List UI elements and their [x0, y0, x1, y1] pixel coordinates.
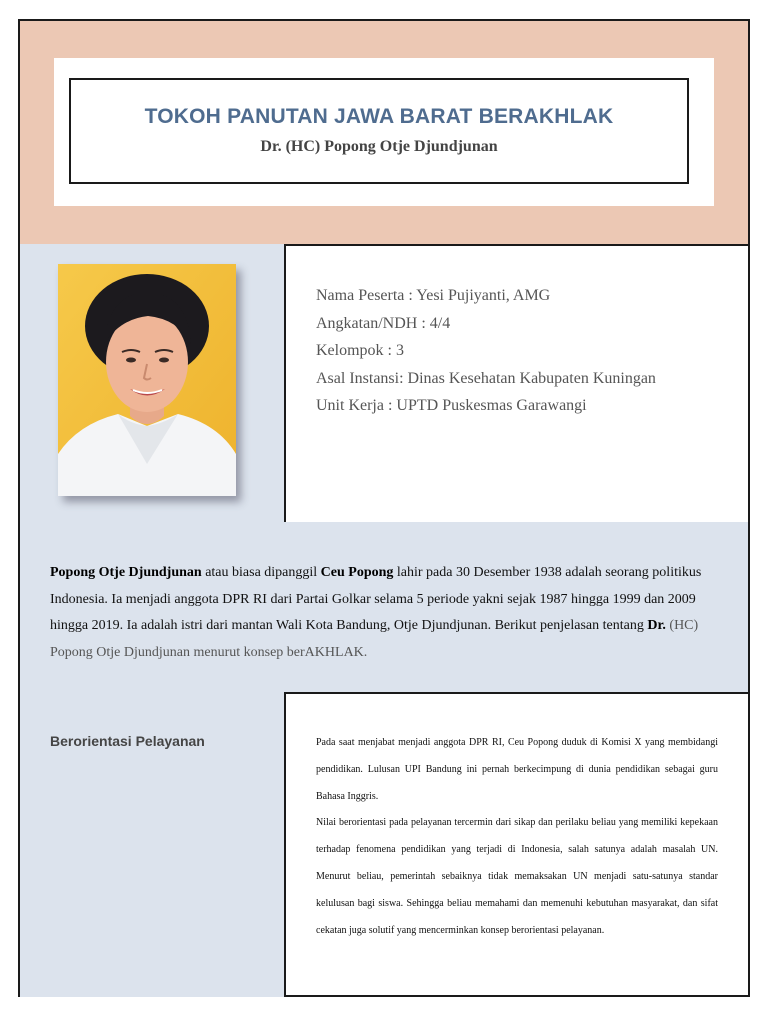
value-body-cell: [286, 692, 748, 997]
bio-nickname: Ceu Popong: [320, 565, 394, 580]
bio-section: [20, 522, 748, 694]
value-section: [20, 692, 748, 997]
bio-text-1: atau biasa dipanggil: [201, 565, 321, 580]
value-paragraph-1: Pada saat menjabat menjadi anggota DPR RI, Ceu Popong duduk di Komisi X yang membidangi pendidikan. Lulusan UPI Bandung ini pernah berkecimpung di dunia pendidikan sebagai guru Bahasa Inggris.: [316, 737, 718, 802]
portrait-illustration: [58, 264, 236, 496]
participant-kelompok: Kelompok : 3: [316, 342, 404, 359]
value-paragraph-2: Nilai berorientasi pada pelayanan tercermin dari sikap dan perilaku beliau yang memiliki kepekaan terhadap fenomena pendidikan yang terjadi di Indonesia, salah satunya adalah masalah UN. Menurut beliau, pemerintah sebaiknya tidak memaksakan UN menjadi satu-satunya standar kelulusan bagi siswa. Sehingga beliau memahami dan memenuhi kebutuhan masyarakat, dan sifat cekatan juga solutif yang mencerminkan konsep berorientasi pelayanan.: [316, 817, 718, 936]
participant-info-list: [316, 282, 656, 420]
value-label-cell: [20, 692, 286, 997]
title-box: [69, 78, 689, 184]
profile-row: [20, 244, 748, 524]
page-subtitle: Dr. (HC) Popong Otje Djundjunan: [260, 138, 498, 155]
bio-text-3: (HC) Popong Otje Djundjunan menurut konsep berAKHLAK.: [50, 618, 699, 660]
value-text: [316, 730, 718, 944]
portrait-photo: [58, 264, 236, 496]
photo-cell: [20, 244, 286, 522]
participant-unit: Unit Kerja : UPTD Puskesmas Garawangi: [316, 397, 587, 414]
participant-angkatan: Angkatan/NDH : 4/4: [316, 314, 451, 332]
page-frame: [18, 19, 750, 997]
participant-instansi: Asal Instansi: Dinas Kesehatan Kabupaten Kuningan: [316, 369, 656, 387]
page-title: TOKOH PANUTAN JAWA BARAT BERAKHLAK: [144, 105, 614, 128]
bio-name: Popong Otje Djundjunan: [50, 565, 202, 580]
bio-dr: Dr.: [647, 618, 666, 633]
bio-paragraph: [50, 560, 730, 666]
participant-info-cell: [286, 244, 748, 522]
participant-name: Nama Peserta : Yesi Pujiyanti, AMG: [316, 287, 551, 304]
header-white-panel: [54, 58, 714, 206]
bio-text-2: lahir pada 30 Desember 1938 adalah seorang politikus Indonesia. Ia menjadi anggota DPR RI dari Partai Golkar selama 5 periode yakni sejak 1987 hingga 1999 dan 2009 hingga 2019. Ia adalah istri dari mantan Wali Kota Bandung, Otje Djundjunan. Berikut penjelasan tentang: [50, 565, 702, 633]
value-title: Berorientasi Pelayanan: [50, 733, 205, 749]
header-band: [20, 21, 748, 246]
